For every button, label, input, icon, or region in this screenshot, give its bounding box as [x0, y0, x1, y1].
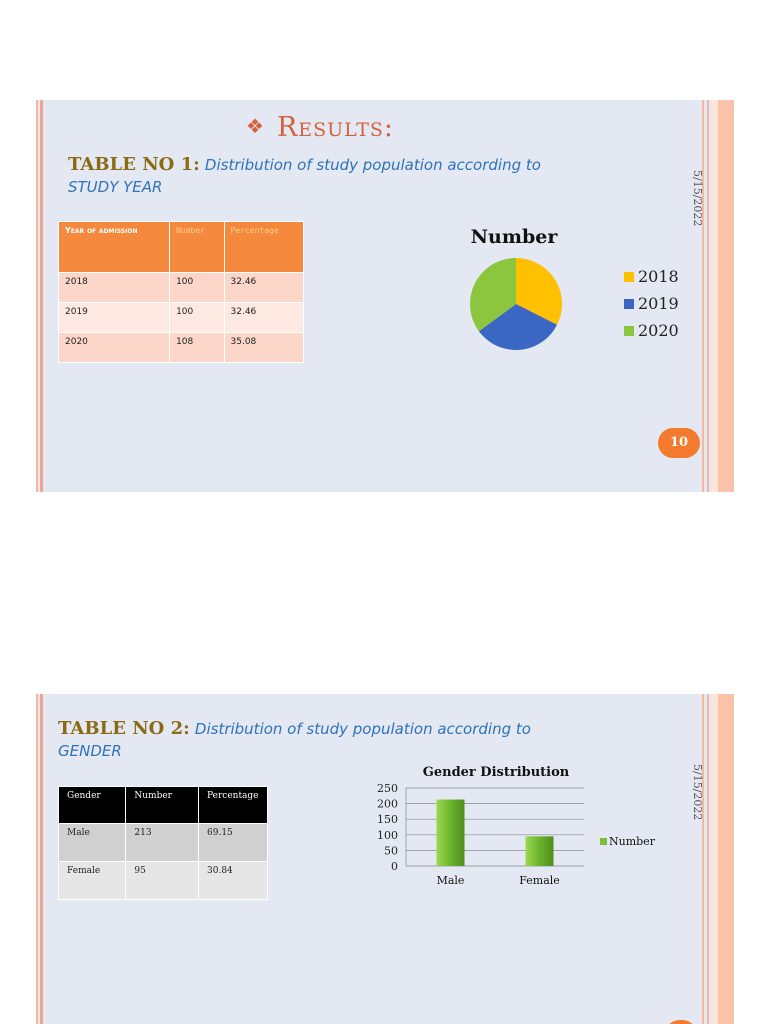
legend-label: 2019 — [638, 294, 679, 313]
table-cell: Female — [59, 862, 126, 900]
table-cell: 2019 — [59, 303, 170, 333]
table-2-label: TABLE NO 2: — [58, 718, 190, 739]
table-1-desc-line1: Distribution of study population according to — [204, 156, 541, 174]
pie-chart — [416, 218, 716, 378]
bar-Male — [437, 800, 465, 866]
results-title-text: Results: — [276, 112, 395, 143]
table-cell: Male — [59, 824, 126, 862]
table-2-desc-line1: Distribution of study population according to — [194, 720, 531, 738]
table-header-row — [59, 787, 268, 824]
page-number-badge — [664, 1020, 698, 1024]
legend-swatch — [624, 299, 634, 309]
header-cell: Number — [126, 787, 199, 824]
slide-date: 5/15/2022 — [691, 764, 704, 821]
table-row — [59, 273, 304, 303]
table-cell: 213 — [126, 824, 199, 862]
table-2 — [58, 786, 268, 900]
table-1-heading — [68, 154, 541, 198]
table-cell: 108 — [170, 333, 224, 363]
slide-2 — [36, 694, 734, 1024]
table-1-desc-line2: STUDY YEAR — [68, 178, 163, 196]
legend-swatch — [624, 272, 634, 282]
header-cell: Number — [170, 222, 224, 273]
table-cell: 100 — [170, 303, 224, 333]
table-row — [59, 333, 304, 363]
table-cell: 32.46 — [224, 273, 304, 303]
y-tick-label: 150 — [377, 813, 398, 827]
table-cell: 35.08 — [224, 333, 304, 363]
table-cell: 30.84 — [199, 862, 268, 900]
header-cell: Percentage — [224, 222, 304, 273]
legend-label: 2018 — [638, 267, 679, 286]
table-row — [59, 303, 304, 333]
bar-chart-title: Gender Distribution — [422, 765, 570, 780]
table-cell: 2018 — [59, 273, 170, 303]
table-1 — [58, 221, 304, 363]
table-header-row — [59, 222, 304, 273]
y-tick-label: 250 — [377, 782, 398, 795]
pie-chart-title: Number — [470, 226, 558, 248]
legend-swatch — [624, 326, 634, 336]
bar-Female — [526, 836, 554, 866]
x-tick-label: Female — [519, 874, 560, 887]
header-cell: Percentage — [199, 787, 268, 824]
slide-1 — [36, 100, 734, 492]
legend-swatch — [600, 838, 607, 845]
table-row — [59, 862, 268, 900]
table-cell: 95 — [126, 862, 199, 900]
y-tick-label: 0 — [391, 860, 398, 873]
legend-label: Number — [609, 835, 655, 848]
table-2-desc-line2: GENDER — [58, 742, 122, 760]
table-1-label: TABLE NO 1: — [68, 154, 200, 175]
table-cell: 2020 — [59, 333, 170, 363]
left-stripe — [36, 694, 44, 1024]
slide-date: 5/15/2022 — [691, 170, 704, 227]
left-stripe — [36, 100, 44, 492]
table-2-heading — [58, 718, 531, 762]
header-cell: Gender — [59, 787, 126, 824]
page-number-badge: 10 — [658, 428, 700, 458]
bar-chart — [366, 760, 666, 960]
y-tick-label: 200 — [377, 797, 398, 811]
y-tick-label: 100 — [377, 828, 398, 842]
table-cell: 32.46 — [224, 303, 304, 333]
legend-label: 2020 — [638, 321, 679, 340]
right-stripe — [702, 694, 734, 1024]
table-row — [59, 824, 268, 862]
diamond-bullet-icon: ❖ — [246, 114, 265, 138]
table-cell: 100 — [170, 273, 224, 303]
x-tick-label: Male — [436, 874, 465, 887]
header-cell: Year of admission — [59, 222, 170, 273]
y-tick-label: 50 — [384, 844, 398, 858]
results-title — [246, 112, 394, 143]
table-cell: 69.15 — [199, 824, 268, 862]
